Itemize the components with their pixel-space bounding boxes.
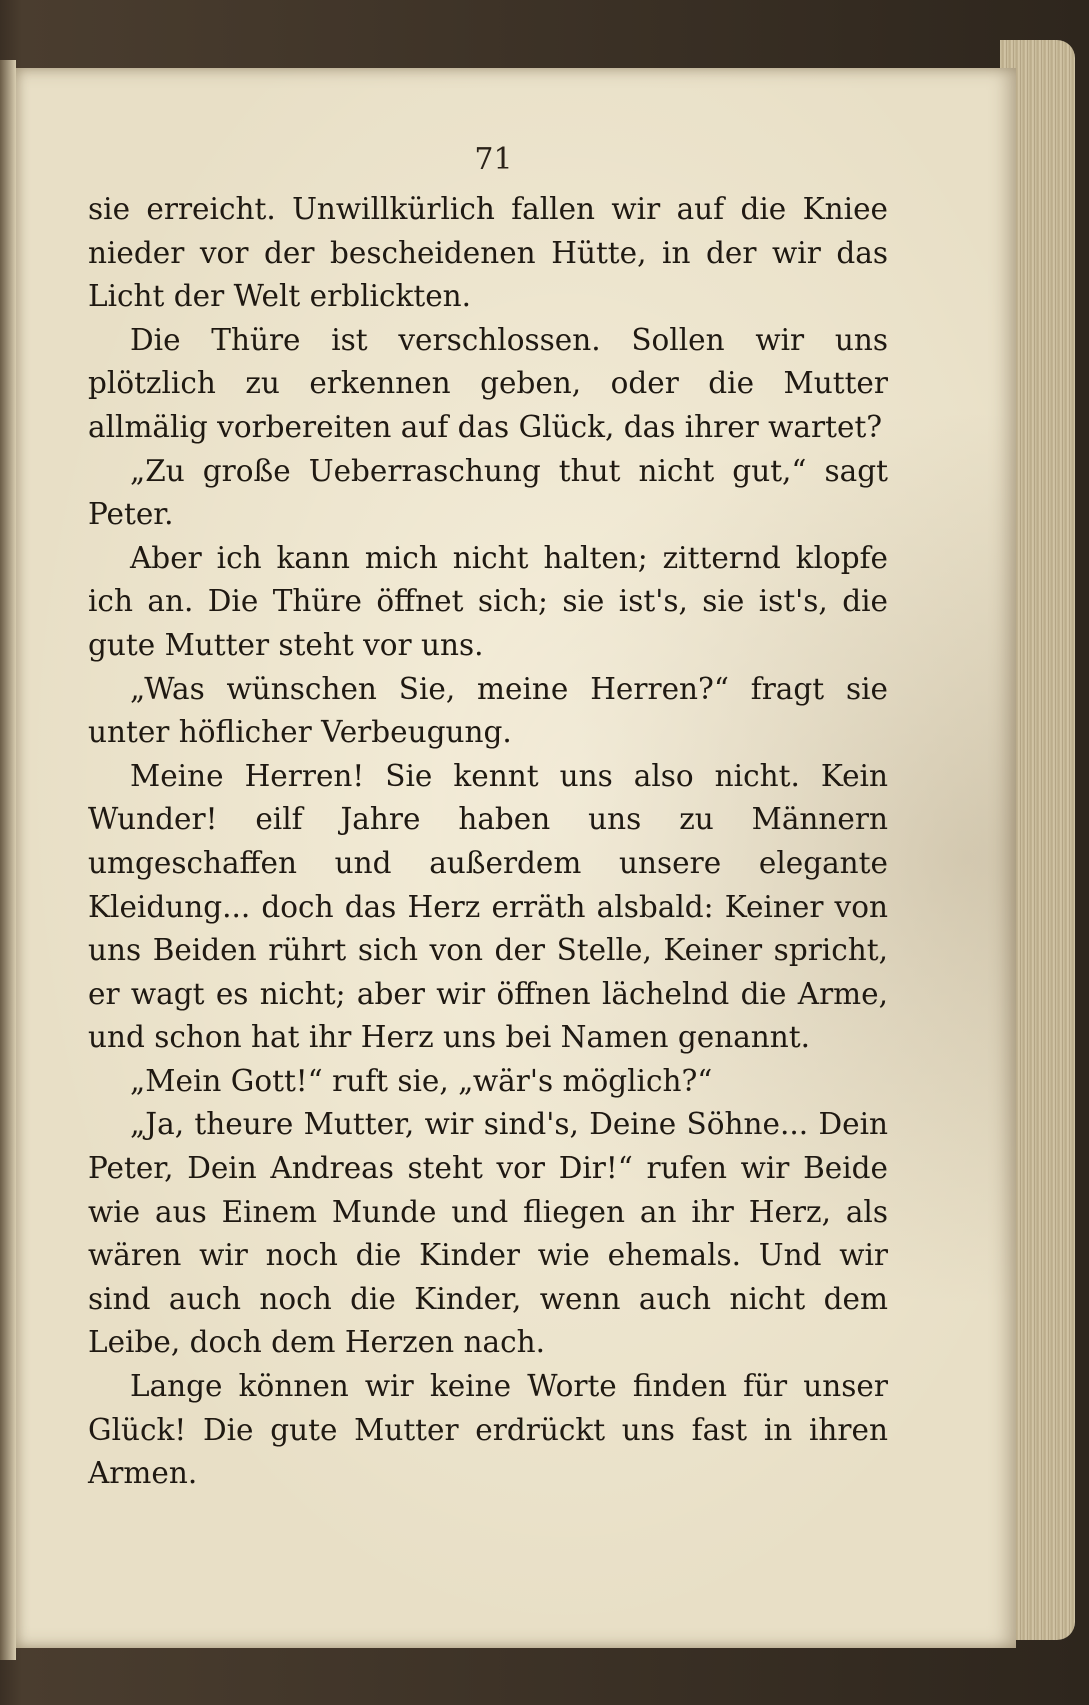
paragraph: „Zu große Ueberraschung thut nicht gut,“ sagt Peter.	[88, 453, 888, 532]
page-number: 71	[474, 142, 513, 177]
paragraph: „Mein Gott!“ ruft sie, „wär's möglich?“	[130, 1063, 713, 1098]
book-page	[16, 68, 1016, 1648]
paragraph: Aber ich kann mich nicht halten; zitternd klopfe ich an. Die Thüre öffnet sich; sie ist's, sie ist's, die gute Mutter steht vor uns.	[88, 540, 888, 662]
paragraph: „Was wünschen Sie, meine Herren?“ fragt sie unter höflicher Verbeugung.	[88, 671, 888, 750]
paragraph: Die Thüre ist verschlossen. Sollen wir uns plötzlich zu erkennen geben, oder die Mutter allmälig vorbereiten auf das Glück, das ihrer wartet?	[88, 322, 888, 444]
paragraph: Meine Herren! Sie kennt uns also nicht. Kein Wunder! eilf Jahre haben uns zu Männern umgeschaffen und außerdem unsere elegante Kleidung... doch das Herz erräth alsbald: Keiner von uns Beiden rührt sich von der Stelle, Keiner spricht, er wagt es nicht; aber wir öffnen lächelnd die Arme, und schon hat ihr Herz uns bei Namen genannt.	[88, 758, 888, 1055]
body-text	[88, 188, 888, 1496]
paragraph: sie erreicht. Unwillkürlich fallen wir auf die Kniee nieder vor der bescheidenen Hütte, in der wir das Licht der Welt erblickten.	[88, 192, 888, 314]
left-page-edge	[0, 60, 16, 1660]
paragraph: „Ja, theure Mutter, wir sind's, Deine Söhne... Dein Peter, Dein Andreas steht vor Dir!“ rufen wir Beide wie aus Einem Munde und fliegen an ihr Herz, als wären wir noch die Kinder wie ehemals. Und wir sind auch noch die Kinder, wenn auch nicht dem Leibe, doch dem Herzen nach.	[88, 1107, 888, 1360]
paragraph: Lange können wir keine Worte finden für unser Glück! Die gute Mutter erdrückt uns fast in ihren Armen.	[88, 1369, 888, 1491]
